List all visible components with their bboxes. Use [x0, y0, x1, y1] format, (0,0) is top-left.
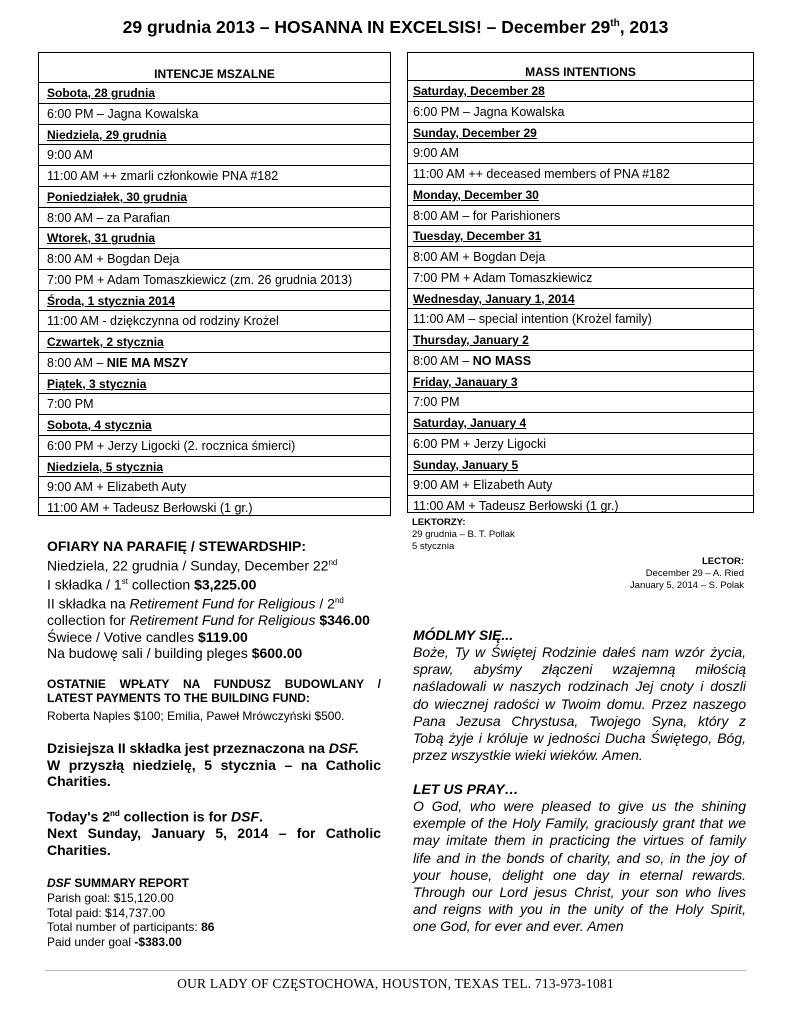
- summary-goal: Parish goal: $15,120.00: [47, 890, 174, 905]
- intention-row: 11:00 AM ++ deceased members of PNA #182: [408, 164, 753, 185]
- prayer-line: spraw, abyśmy złączeni wzajemną miłością: [413, 661, 746, 678]
- prayer-line: O God, who were pleased to give us the shining: [413, 798, 746, 814]
- footer-divider: [45, 970, 746, 971]
- prayer-line: Through our Lord jesus Christ, your son who lives: [413, 884, 746, 901]
- summary-paid: Total paid: $14,737.00: [47, 905, 166, 920]
- intention-row: 9:00 AM: [408, 143, 753, 164]
- intention-row: 8:00 AM – za Parafian: [39, 208, 390, 229]
- day-heading-row: Sunday, January 5: [408, 455, 753, 476]
- day-heading-row: Saturday, January 4: [408, 413, 753, 434]
- day-heading-row: Tuesday, December 31: [408, 226, 753, 247]
- day-heading-row: Friday, Janauary 3: [408, 372, 753, 393]
- day-heading-row: Sobota, 28 grudnia: [39, 83, 390, 104]
- day-heading-row: Saturday, December 28: [408, 81, 753, 102]
- prayer-english-heading: LET US PRAY…: [413, 781, 519, 797]
- offering-line: collection for Retirement Fund for Religious $346.00: [47, 612, 370, 629]
- heading-line: LATEST PAYMENTS TO THE BUILDING FUND:: [47, 691, 310, 705]
- summary-under-goal: Paid under goal -$383.00: [47, 935, 182, 950]
- building-fund-donors: Roberta Naples $100; Emilia, Paweł Mrówczyński $500.: [47, 709, 345, 723]
- prayer-line: life and in the bonds of charity, and so, in the joy of: [413, 849, 746, 866]
- prayer-line: naśladowali w naszych rodzinach Jej cnoty i doszli: [413, 678, 746, 695]
- lector-entry: 29 grudnia – B. T. Pollak: [412, 529, 515, 540]
- dsf-summary-report: [47, 876, 381, 950]
- offering-line: Na budowę sali / building pleges $600.00: [47, 645, 303, 662]
- lectors-polish: [412, 517, 515, 553]
- intention-row: 9:00 AM + Elizabeth Auty: [408, 475, 753, 496]
- offerings-heading: OFIARY NA PARAFIĘ / STEWARDSHIP:: [47, 538, 307, 554]
- prayer-english-text: [413, 798, 746, 936]
- page-title: 29 grudnia 2013 – HOSANNA IN EXCELSIS! – December 29th, 2013: [122, 17, 669, 37]
- lectors-english: [630, 556, 744, 592]
- intention-row: 8:00 AM – NIE MA MSZY: [39, 353, 390, 374]
- lector-entry: 5 stycznia: [412, 541, 455, 552]
- day-heading-row: Czwartek, 2 stycznia: [39, 332, 390, 353]
- intention-row: 8:00 AM – NO MASS: [408, 351, 753, 372]
- prayer-line: and reigns with you in the unity of the Holy Spirit,: [413, 901, 746, 918]
- intention-row: 6:00 PM + Jerzy Ligocki (2. rocznica śmierci): [39, 436, 390, 457]
- prayer-line: may imitate them in practicing the virtues of family: [413, 832, 746, 849]
- intention-row: 7:00 PM + Adam Tomaszkiewicz: [408, 268, 753, 289]
- footer: OUR LADY OF CZĘSTOCHOWA, HOUSTON, TEXAS TEL. 713-973-1081: [177, 976, 614, 991]
- intention-row: 8:00 AM – for Parishioners: [408, 206, 753, 227]
- lector-entry: January 5, 2014 – S. Polak: [629, 580, 744, 591]
- intention-row: 9:00 AM: [39, 145, 390, 166]
- prayer-line: Boże, Ty w Świętej Rodzinie dałeś nam wzór życia,: [413, 644, 746, 660]
- lectors-heading: LEKTORZY:: [412, 517, 466, 528]
- building-fund-heading: [47, 677, 381, 705]
- dsf-announcement-polish: Dzisiejsza II składka jest przeznaczona na DSF. W przyszłą niedzielę, 5 stycznia – na Catholic Charities.: [47, 740, 381, 789]
- mass-intentions-polish-table: [38, 52, 391, 516]
- intention-row: 8:00 AM + Bogdan Deja: [39, 249, 390, 270]
- day-heading-row: Wtorek, 31 grudnia: [39, 228, 390, 249]
- day-heading-row: Monday, December 30: [408, 185, 753, 206]
- intention-row: 11:00 AM – special intention (Krożel family): [408, 309, 753, 330]
- prayer-line: do wiecznej radości w Twoim domu. Przez naszego: [413, 695, 746, 712]
- day-heading-row: Sunday, December 29: [408, 123, 753, 144]
- offering-line: I składka / 1st collection $3,225.00: [47, 576, 257, 593]
- intention-row: 6:00 PM – Jagna Kowalska: [408, 102, 753, 123]
- day-heading-row: Niedziela, 29 grudnia: [39, 125, 390, 146]
- lector-entry: December 29 – A. Ried: [645, 568, 744, 579]
- offering-line: Niedziela, 22 grudnia / Sunday, December 22nd: [47, 557, 338, 574]
- intention-row: 11:00 AM + Tadeusz Berłowski (1 gr.): [47, 501, 253, 515]
- day-heading-row: Thursday, January 2: [408, 330, 753, 351]
- day-heading-row: Sobota, 4 stycznia: [39, 415, 390, 436]
- prayer-line: Tobą żyje i króluje w jedności Ducha Świętego, Bóg,: [413, 730, 746, 747]
- prayer-line: exemple of the Holy Family, graciously grant that we: [413, 815, 746, 832]
- intention-row: 8:00 AM + Bogdan Deja: [408, 247, 753, 268]
- day-heading-row: Wednesday, January 1, 2014: [408, 289, 753, 310]
- intention-row: 11:00 AM - dziękczynna od rodziny Krożel: [39, 311, 390, 332]
- intention-row: 6:00 PM + Jerzy Ligocki: [408, 434, 753, 455]
- heading-line: OSTATNIE WPŁATY NA FUNDUSZ BUDOWLANY /: [47, 677, 381, 691]
- day-heading-row: Poniedziałek, 30 grudnia: [39, 187, 390, 208]
- offering-line: II składka na Retirement Fund for Religious / 2nd: [47, 595, 344, 612]
- intention-row: 7:00 PM: [408, 392, 753, 413]
- offering-line: Świece / Votive candles $119.00: [47, 628, 248, 645]
- summary-participants: Total number of participants: 86: [47, 920, 215, 935]
- prayer-line: przez wszystkie wieki wieków. Amen.: [413, 747, 643, 764]
- day-heading-row: Środa, 1 stycznia 2014: [39, 291, 390, 312]
- intention-row: 6:00 PM – Jagna Kowalska: [39, 104, 390, 125]
- mass-intentions-english-table: [407, 52, 754, 513]
- prayer-line: your house, delight one day in eternal rewards.: [413, 866, 746, 883]
- day-heading-row: Niedziela, 5 stycznia: [39, 457, 390, 478]
- summary-heading: DSF SUMMARY REPORT: [47, 876, 190, 890]
- prayer-line: one God, for ever and ever. Amen: [413, 918, 624, 935]
- intention-row: 7:00 PM + Adam Tomaszkiewicz (zm. 26 grudnia 2013): [39, 270, 390, 291]
- prayer-polish-heading: MÓDLMY SIĘ...: [413, 627, 514, 643]
- prayer-line: Pana Jezusa Chrystusa, Twojego Syna, który z: [413, 712, 746, 729]
- dsf-announcement-english: Today's 2nd collection is for DSF. Next Sunday, January 5, 2014 – for Catholic Charities.: [47, 808, 381, 858]
- offerings-list: [47, 555, 381, 662]
- table-header: MASS INTENTIONS: [408, 53, 753, 81]
- day-heading-row: Piątek, 3 stycznia: [39, 374, 390, 395]
- intention-row: 7:00 PM: [39, 394, 390, 415]
- intention-row: 9:00 AM + Elizabeth Auty: [39, 477, 390, 498]
- intention-row: 11:00 AM + Tadeusz Berłowski (1 gr.): [413, 499, 619, 513]
- lectors-heading: LECTOR:: [701, 556, 744, 567]
- prayer-polish-text: [413, 644, 746, 764]
- table-header: INTENCJE MSZALNE: [39, 53, 390, 83]
- intention-row: 11:00 AM ++ zmarli członkowie PNA #182: [39, 166, 390, 187]
